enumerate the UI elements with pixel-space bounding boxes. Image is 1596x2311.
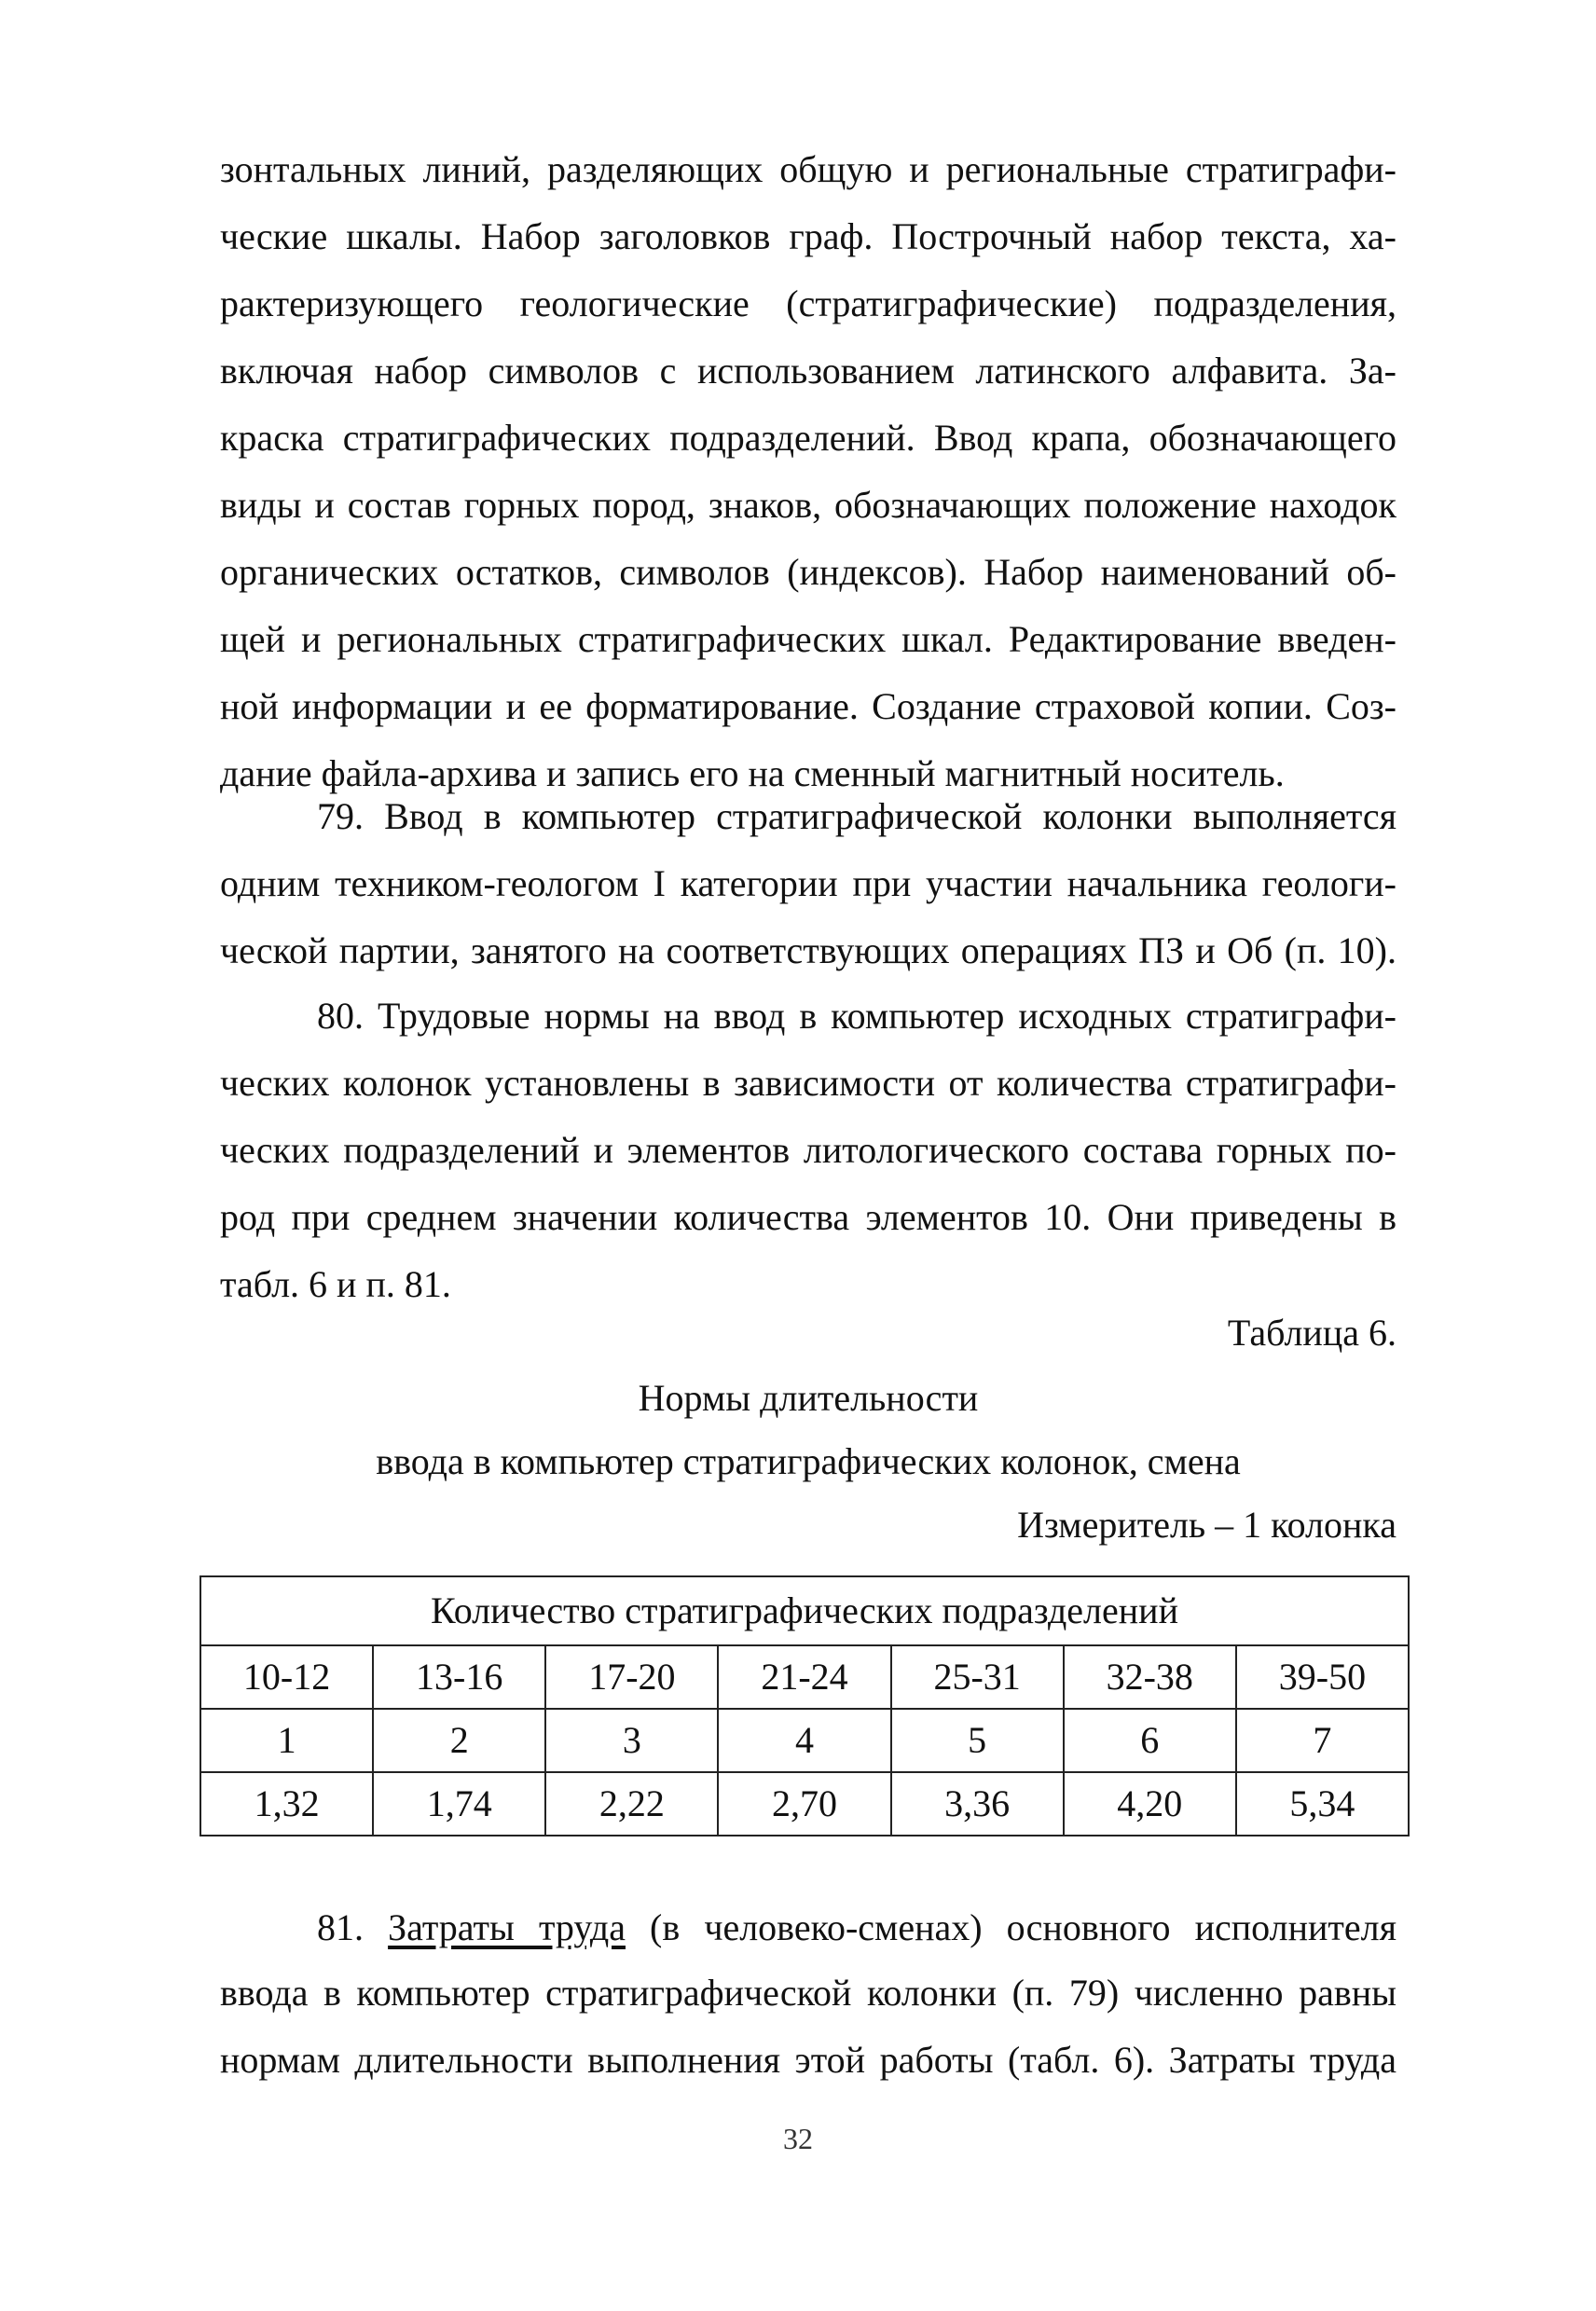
table-row-values [200, 1772, 1409, 1836]
text-line: щей и региональных стратиграфических шкал. Редактирование введен- [220, 618, 1396, 660]
text-line: ной информации и ее форматирование. Создание страховой копии. Соз- [220, 685, 1396, 727]
text-line: дание файла-архива и запись его на сменный магнитный носитель. [220, 752, 1285, 794]
text-line: ввода в компьютер стратиграфической колонки (п. 79) численно равны [220, 1972, 1396, 2014]
text-line: одним техником-геологом I категории при участии начальника геологи- [220, 862, 1396, 904]
text-line: включая набор символов с использованием латинского алфавита. За- [220, 350, 1396, 392]
norms-table [200, 1575, 1410, 1836]
table-cell: 25-31 [891, 1645, 1064, 1709]
text-line: рактеризующего геологические (стратиграфические) подразделения, [220, 282, 1396, 324]
table-cell: 32-38 [1064, 1645, 1236, 1709]
table-cell: 39-50 [1236, 1645, 1409, 1709]
text-line: ческих колонок установлены в зависимости от количества стратиграфи- [220, 1062, 1396, 1104]
table-cell: 2,22 [545, 1772, 718, 1836]
table-cell: 2,70 [718, 1772, 890, 1836]
text-line: краска стратиграфических подразделений. Ввод крапа, обозначающего [220, 417, 1396, 459]
text-fragment: (в человеко-сменах) основного исполнителя [625, 1906, 1396, 1948]
table-cell: 1 [200, 1709, 373, 1772]
table-title-line-1: Нормы длительности [638, 1377, 979, 1419]
text-line: род при среднем значении количества элементов 10. Они приведены в [220, 1196, 1396, 1238]
text-line: виды и состав горных пород, знаков, обозначающих положение находок [220, 484, 1396, 526]
table-title-line-2: ввода в компьютер стратиграфических колонок, смена [376, 1440, 1241, 1482]
table-cell: 1,74 [373, 1772, 545, 1836]
table-cell: 4 [718, 1709, 890, 1772]
text-line: ческие шкалы. Набор заголовков граф. Построчный набор текста, ха- [220, 215, 1396, 257]
text-line: органических остатков, символов (индексов). Набор наименований об- [220, 551, 1396, 593]
table-row-ranges [200, 1645, 1409, 1709]
table-cell: 7 [1236, 1709, 1409, 1772]
text-line: нормам длительности выполнения этой работы (табл. 6). Затраты труда [220, 2039, 1396, 2081]
table-cell: 3,36 [891, 1772, 1064, 1836]
table-cell: 13-16 [373, 1645, 545, 1709]
paragraph-number: 81. [317, 1906, 389, 1948]
text-line: ческих подразделений и элементов литологического состава горных по- [220, 1129, 1396, 1171]
table-unit: Измеритель – 1 колонка [1017, 1504, 1396, 1546]
text-line: зонтальных линий, разделяющих общую и региональные стратиграфи- [220, 148, 1396, 190]
table-cell: 5,34 [1236, 1772, 1409, 1836]
text-line: ческой партии, занятого на соответствующих операциях ПЗ и Об (п. 10). [220, 929, 1396, 971]
table-cell: 21-24 [718, 1645, 890, 1709]
table-cell: 17-20 [545, 1645, 718, 1709]
text-line: 79. Ввод в компьютер стратиграфической колонки выполняется [317, 795, 1396, 837]
page-number: 32 [783, 2122, 813, 2155]
underlined-term: Затраты труда [388, 1906, 626, 1948]
table-row-numbers [200, 1709, 1409, 1772]
text-line: 80. Трудовые нормы на ввод в компьютер исходных стратиграфи- [317, 995, 1396, 1037]
table-cell: 6 [1064, 1709, 1236, 1772]
table-cell: 10-12 [200, 1645, 373, 1709]
table-header-cell: Количество стратиграфических подразделений [200, 1576, 1409, 1645]
text-line [317, 1905, 1396, 1950]
table-label: Таблица 6. [1227, 1312, 1396, 1354]
table-header-row [200, 1576, 1409, 1645]
table-cell: 3 [545, 1709, 718, 1772]
table-cell: 2 [373, 1709, 545, 1772]
table-cell: 1,32 [200, 1772, 373, 1836]
table-cell: 4,20 [1064, 1772, 1236, 1836]
text-line: табл. 6 и п. 81. [220, 1263, 451, 1305]
table-cell: 5 [891, 1709, 1064, 1772]
